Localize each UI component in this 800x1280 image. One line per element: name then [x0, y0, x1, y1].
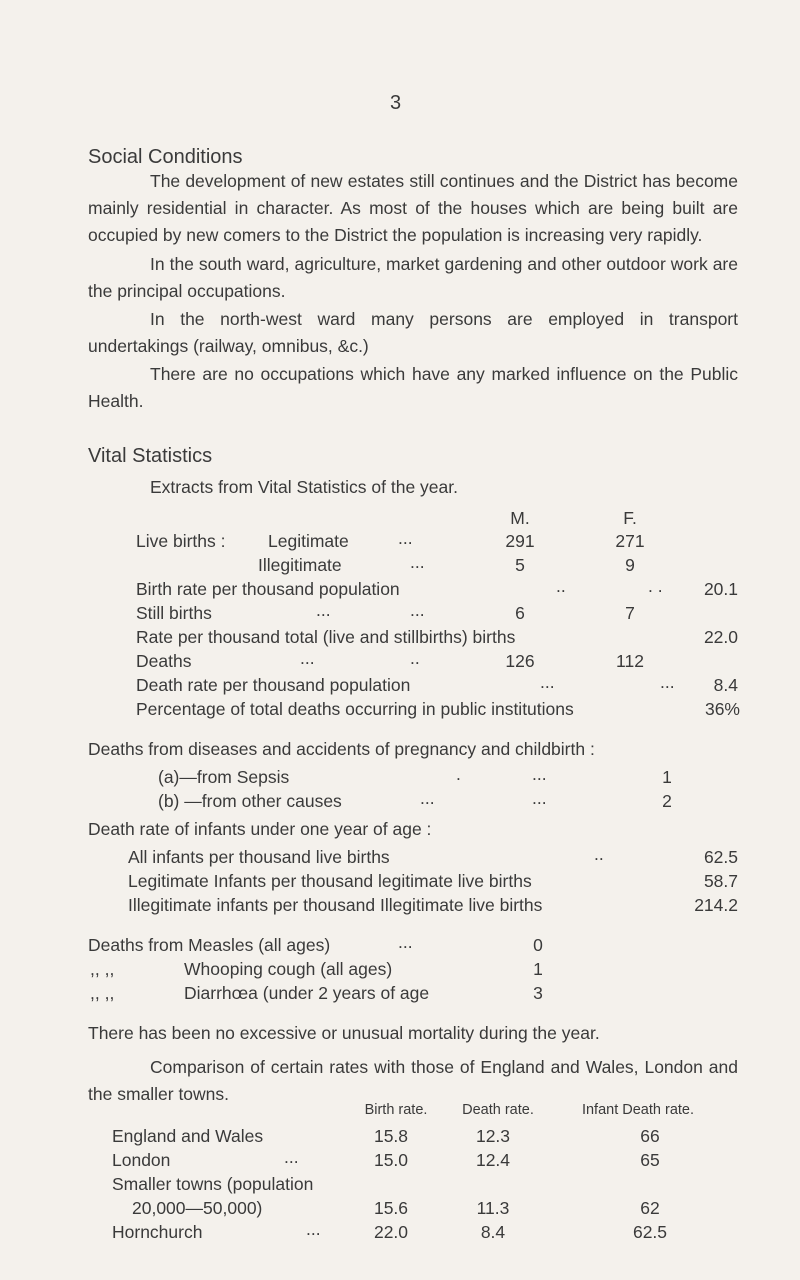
measles-value: 0 [533, 935, 543, 955]
row-label: Smaller towns (population [112, 1174, 314, 1194]
illegit-f-value: 9 [625, 555, 635, 575]
other-causes-label: (b) —from other causes [158, 791, 342, 811]
diarrhoea-label: Diarrhœa (under 2 years of age [184, 983, 430, 1003]
leader-dots: . . [648, 576, 663, 596]
row-death: 8.4 [480, 1222, 506, 1242]
pct-label: Percentage of total deaths occurring in public institutions [136, 699, 574, 719]
whooping-cough-value: 1 [533, 959, 543, 979]
deaths-label: Deaths [136, 651, 192, 671]
leader-dots: .. [410, 648, 420, 668]
pct-value: 36% [704, 699, 740, 719]
leader-dots: ... [398, 932, 413, 952]
row-death: 12.4 [475, 1150, 511, 1170]
row-birth: 15.8 [373, 1126, 409, 1146]
row-birth: 15.6 [373, 1198, 409, 1218]
whooping-ditto: ,, ,, [90, 959, 115, 979]
infant-heading: Death rate of infants under one year of age : [88, 819, 432, 839]
diarrhoea-ditto: ,, ,, [90, 983, 115, 1003]
row-birth: 15.0 [373, 1150, 409, 1170]
col-m-header: M. [510, 508, 530, 528]
sepsis-value: 1 [662, 767, 672, 787]
rate-total-label: Rate per thousand total (live and stillbirths) births [136, 627, 516, 647]
row-infant: 62.5 [632, 1222, 668, 1242]
social-paragraph-3: In the north-west ward many persons are employed in transport undertakings (railway, omnibus, &c.) [88, 309, 738, 356]
whooping-cough-label: Whooping cough (all ages) [184, 959, 393, 979]
leader-dots: ... [316, 600, 331, 620]
leader-dots: ... [284, 1147, 299, 1167]
still-births-label: Still births [136, 603, 212, 623]
still-f-value: 7 [625, 603, 635, 623]
leader-dots: ... [540, 672, 555, 692]
social-paragraph-4: There are no occupations which have any marked influence on the Public Health. [88, 364, 738, 411]
deaths-m-value: 126 [505, 651, 535, 671]
row-birth: 22.0 [373, 1222, 409, 1242]
legit-infants-value: 58.7 [703, 871, 738, 891]
birth-rate-label: Birth rate per thousand population [136, 579, 400, 599]
leader-dots: ... [420, 788, 435, 808]
header-infant-death-rate: Infant Death rate. [581, 1102, 695, 1118]
social-paragraph-2: In the south ward, agriculture, market gardening and other outdoor work are the principal occupations. [88, 254, 738, 301]
illegit-infants-value: 214.2 [694, 895, 738, 915]
mortality-note: There has been no excessive or unusual mortality during the year. [88, 1023, 600, 1043]
leader-dots: .. [594, 844, 604, 864]
rate-total-value: 22.0 [703, 627, 738, 647]
row-label: Hornchurch [112, 1222, 203, 1242]
legit-infants-label: Legitimate Infants per thousand legitimate live births [128, 871, 532, 891]
vital-statistics-heading: Vital Statistics [88, 445, 213, 467]
vital-intro: Extracts from Vital Statistics of the year. [150, 477, 458, 497]
leader-dots: .. [556, 576, 566, 596]
row-infant: 65 [640, 1150, 660, 1170]
social-paragraph-1: The development of new estates still continues and the District has become mainly residential in character. As most of the houses which are being built are occupied by new comers to the District the population is increasing very rapidly. [88, 171, 738, 245]
social-conditions-heading: Social Conditions [88, 146, 243, 168]
sepsis-label: (a)—from Sepsis [158, 767, 290, 787]
legit-f-value: 271 [615, 531, 645, 551]
death-rate-label: Death rate per thousand population [136, 675, 411, 695]
leader-dots: ... [410, 552, 425, 572]
comparison-intro: Comparison of certain rates with those of England and Wales, London and the smaller towns. [88, 1057, 738, 1104]
illegitimate-label: Illegitimate [258, 555, 342, 575]
measles-label: Deaths from Measles (all ages) [88, 935, 331, 955]
col-f-header: F. [623, 508, 637, 528]
live-births-label: Live births : [136, 531, 226, 551]
leader-dots: ... [532, 788, 547, 808]
leader-dots: . [456, 764, 461, 784]
row-death: 11.3 [476, 1198, 510, 1218]
row-death: 12.3 [475, 1126, 511, 1146]
page-number: 3 [390, 92, 402, 114]
leader-dots: ... [300, 648, 315, 668]
row-label: London [112, 1150, 171, 1170]
still-m-value: 6 [515, 603, 525, 623]
illegit-m-value: 5 [515, 555, 525, 575]
leader-dots: ... [306, 1219, 321, 1239]
diarrhoea-value: 3 [533, 983, 543, 1003]
deaths-f-value: 112 [616, 651, 644, 671]
birth-rate-value: 20.1 [703, 579, 738, 599]
death-rate-value: 8.4 [713, 675, 738, 695]
illegit-infants-label: Illegitimate infants per thousand Illegitimate live births [128, 895, 543, 915]
all-infants-label: All infants per thousand live births [128, 847, 390, 867]
legit-m-value: 291 [505, 531, 535, 551]
leader-dots: ... [410, 600, 425, 620]
row-label-cont: 20,000—50,000) [132, 1198, 263, 1218]
leader-dots: ... [532, 764, 547, 784]
header-birth-rate: Birth rate. [364, 1102, 428, 1118]
pregnancy-heading: Deaths from diseases and accidents of pregnancy and childbirth : [88, 739, 595, 759]
leader-dots: ... [398, 528, 413, 548]
leader-dots: ... [660, 672, 675, 692]
header-death-rate: Death rate. [462, 1102, 534, 1118]
row-infant: 62 [640, 1198, 660, 1218]
all-infants-value: 62.5 [703, 847, 738, 867]
row-infant: 66 [640, 1126, 660, 1146]
row-label: England and Wales [112, 1126, 264, 1146]
other-causes-value: 2 [662, 791, 672, 811]
legitimate-label: Legitimate [268, 531, 349, 551]
